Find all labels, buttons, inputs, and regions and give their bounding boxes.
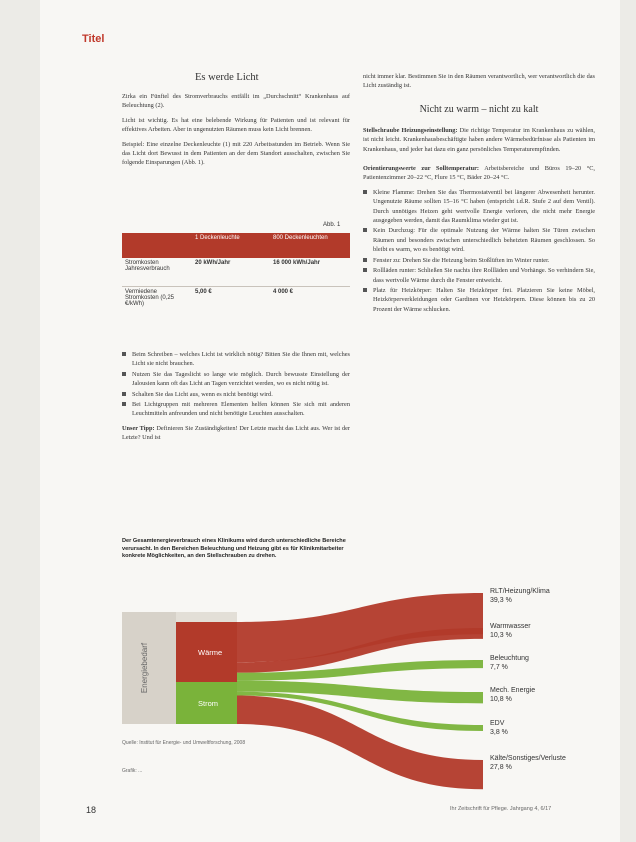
output-name: Mech. Energie — [490, 687, 536, 694]
paragraph: Licht ist wichtig. Es hat eine belebende Wirkung für Patienten und ist relevant für effektives Arbeiten. Aber in ungenutzten Räumen muss kein Licht brennen. — [122, 116, 350, 134]
output-value: 10,3 % — [490, 632, 512, 639]
source-label: Strom — [198, 699, 219, 708]
right-heading: Nicht zu warm – nicht zu kalt — [419, 103, 539, 115]
output-label — [490, 654, 529, 672]
energy-label-band — [122, 612, 176, 724]
output-value: 3,8 % — [490, 729, 508, 736]
section-label: Titel — [82, 33, 105, 45]
table-cell: 4 000 € — [273, 289, 294, 295]
paragraph: Zirka ein Fünftel des Stromverbrauchs entfällt im „Durchschnitt“ Krankenhaus auf Beleuchtung (2). — [122, 93, 350, 110]
output-name: Warmwasser — [490, 623, 531, 630]
table-cell: 5,00 € — [195, 289, 212, 295]
table-cell: 16 000 kWh/Jahr — [273, 260, 321, 266]
output-value: 7,7 % — [490, 664, 508, 671]
output-name: Kälte/Sonstiges/Verluste — [490, 755, 566, 762]
credit: Grafik: ... — [122, 768, 143, 774]
article-heading: Es werde Licht — [195, 72, 259, 83]
source-label: Wärme — [198, 648, 223, 657]
table-cell: 20 kWh/Jahr — [195, 260, 231, 266]
table-header-cell: 1 Deckenleuchte — [195, 235, 240, 241]
list-item: Kleine Flamme: Drehen Sie das Thermostatventil bei längerer Abwesenheit herunter. Ungenutzte Räume sollten 15–16 °C haben (entspricht i.d.R. Stufe 2 auf dem Ventil). Durch unnötiges Heizen geht wertvolle Energie verloren, die nicht mehr Energie ausgegeben werden, damit das Raumklima wieder gut ist. — [363, 188, 595, 226]
paragraph: nicht immer klar. Bestimmen Sie in den Räumen verantwortlich, wer verantwortlich die das Licht zuständig ist. — [363, 73, 595, 90]
paragraph-text: Arbeitsbereiche und Büros 19–20 °C, Patientenzimmer 20–22 °C, Flure 15 °C, Bäder 20–24 °C. — [363, 165, 596, 182]
tip-label: Unser Tipp: — [122, 424, 155, 432]
energy-label: Energiebedarf — [140, 642, 149, 694]
paragraph-label: Orientierungswerte zur Solltemperatur: — [363, 165, 479, 173]
output-name: RLT/Heizung/Klima — [490, 588, 550, 595]
list-item: Schalten Sie das Licht aus, wenn es nicht benötigt wird. — [122, 390, 350, 399]
output-name: Beleuchtung — [490, 655, 529, 662]
list-item: Rollläden runter: Schließen Sie nachts ihre Rollläden und Vorhänge. So verhindern Sie, dass wertvolle Wärme durch die Fenster entweicht. — [363, 266, 595, 285]
list-item: Bei Lichtgruppen mit mehreren Elementen helfen können Sie sich mit anderen Leuchtmitteln anfreunden und nicht benötigte Leuchten ausschalten. — [122, 400, 350, 419]
output-label — [490, 719, 508, 737]
figure-label: Abb. 1 — [323, 222, 341, 228]
list-item: Beim Schreiben – welches Licht ist wirklich nötig? Bitten Sie die Ihnen mit, welches Licht sie nicht brauchen. — [122, 350, 350, 369]
output-value: 39,3 % — [490, 597, 512, 604]
paragraph-label: Stellschraube Heizungseinstellung: — [363, 126, 458, 134]
list-item: Platz für Heizkörper: Halten Sie Heizkörper frei. Platzieren Sie keine Möbel, Heizkörperverkleidungen oder Gardinen vor Heizkörpern. Diese können bis zu 20 Prozent der Wärme schlucken. — [363, 286, 595, 314]
output-name: EDV — [490, 720, 505, 727]
output-label — [490, 686, 535, 704]
table-cell: Stromkosten Jahresverbrauch — [125, 260, 170, 272]
output-label — [490, 754, 566, 772]
paragraph: Beispiel: Eine einzelne Deckenleuchte (1) mit 220 Arbeitsstunden im Betrieb. Wenn Sie das Licht dort Bewusst in dem Patienten an der dem Standort ausschalten, zwischen Sie folgende Einsparungen (Abb. 1). — [122, 140, 350, 167]
output-label — [490, 587, 550, 605]
table-header-cell: 800 Deckenleuchten — [273, 235, 328, 241]
list-item: Kein Durchzug: Für die optimale Nutzung der Wärme halten Sie Türen zwischen Räumen und besonders zwischen unterschiedlich beheizten Räumen geschlossen. So bleibt es warm, wo es benötigt wird. — [363, 226, 595, 254]
output-value: 10,8 % — [490, 696, 512, 703]
list-item: Fenster zu: Drehen Sie die Heizung beim Stoßlüften im Winter runter. — [363, 256, 595, 265]
output-label — [490, 622, 531, 640]
journal-footer: Ihr Zeitschrift für Pflege. Jahrgang 4, 6/17 — [450, 806, 552, 812]
chart-title: Der Gesamtenergieverbrauch eines Klinikums wird durch unterschiedliche Bereiche verursacht. In den Bereichen Beleuchtung und Heizung gibt es für Klinikmitarbeiter konkrete Möglichkeiten, an den Stellschrauben zu drehen. — [122, 538, 346, 560]
table-cell: Vermiedene Stromkosten (0,25 €/kWh) — [125, 289, 175, 307]
list-item: Nutzen Sie das Tageslicht so lange wie möglich. Durch bewusste Einstellung der Jalousien kann oft das Licht an Tagen verzichtet werden, wo es nicht nötig ist. — [122, 370, 350, 389]
source-note: Quelle: Institut für Energie- und Umweltforschung, 2008 — [122, 740, 246, 746]
page-number: 18 — [86, 805, 97, 815]
paragraph-text: Die richtige Temperatur im Krankenhaus zu wählen, ist nicht leicht. Krankenhausbeschäftigte haben andere Wärmebedürfnisse als Patienten im Krankenhaus, und jeder hat dazu ein ganz persönliches Temperaturempfinden. — [363, 126, 596, 153]
tip-text: Definieren Sie Zuständigkeiten! Der Letzte macht das Licht aus. Wer ist der Letzte? Und ist — [122, 424, 350, 442]
output-value: 27,8 % — [490, 764, 512, 771]
